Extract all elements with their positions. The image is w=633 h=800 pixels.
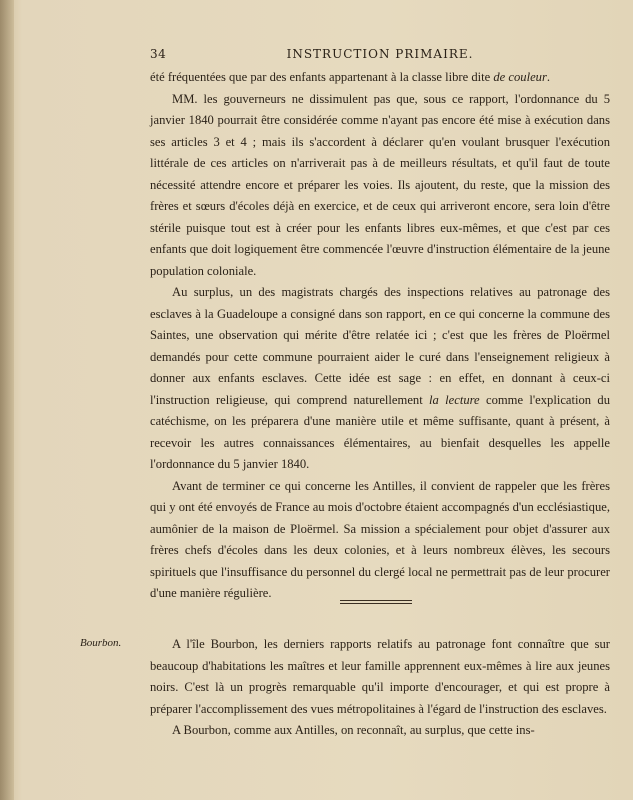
paragraph-3 — [150, 282, 610, 476]
paragraph-1-suffix: . — [546, 70, 551, 84]
bourbon-section — [150, 634, 610, 742]
paragraph-4: Avant de terminer ce qui concerne les Antilles, il convient de rappeler que les frères qui y ont été envoyés de France au mois d'octobre étaient accompagnés d'un ecclésiastique, aumônier de la maison de Ploërmel. Sa mission a spécialement pour objet d'assurer aux frères chefs d'écoles dans les deux colonies, et à leurs nombreux élèves, les secours spirituels que l'insuffisance du personnel du clergé local ne permettrait pas de leur procurer d'une manière régulière. — [150, 478, 610, 600]
paragraph-1-text: été fréquentées que par des enfants appartenant à la classe libre dite — [150, 70, 494, 84]
bourbon-paragraph-1: A l'île Bourbon, les derniers rapports relatifs au patronage font connaître que sur beaucoup d'habitations les maîtres et leur famille apprennent eux-mêmes à lire aux jeunes noirs. C'est là un progrès remarquable qu'il importe d'encourager, et qui est propre à préparer l'accomplissement des vues métropolitaines à l'égard de l'instruction des esclaves. — [150, 637, 610, 716]
page-gutter — [0, 0, 14, 800]
main-text — [150, 67, 610, 605]
page-number: 34 — [150, 47, 167, 61]
paragraph-3-italic: la lecture — [429, 392, 480, 407]
paragraph-1 — [150, 67, 610, 89]
paragraph-1-italic: de couleur — [493, 70, 547, 84]
paragraph-2: MM. les gouverneurs ne dissimulent pas que, sous ce rapport, l'ordonnance du 5 janvier 1840 pourrait être considérée comme n'ayant pas encore été mise à exécution dans ses articles 3 et 4 ; mais ils s'accordent à déclarer qu'en voulant brusquer l'exécution littérale de ces articles on n'arriverait pas à de meilleurs résultats, et qu'il faut de toute nécessité attendre encore et préparer les voies. Ils ajoutent, du reste, que la mission des frères et sœurs d'écoles déjà en exercice, et de ceux qui arriveront encore, sera loin d'être stérile puisque tout est à créer pour les enfants libres eux-mêmes, et que c'est par ces enfants que doit logiquement être commencée l'œuvre d'instruction élémentaire de la jeune population coloniale. — [150, 91, 610, 278]
bourbon-paragraph-2: A Bourbon, comme aux Antilles, on reconnaît, au surplus, que cette ins- — [172, 723, 535, 737]
running-title: INSTRUCTION PRIMAIRE. — [286, 47, 474, 61]
paragraph-3-text: Au surplus, un des magistrats chargés des inspections relatives au patronage des esclaves à la Guadeloupe a consigné dans son rapport, en ce qui concerne la commune des Saintes, une observation qui mérite d'être relatée ici ; c'est que les frères de Ploërmel demandés pour cette commune pourraient aider le curé dans l'enseignement religieux à donner aux enfants esclaves. Cette idée est sage : en effet, en donnant à ceux-ci l'instruction religieuse, qui comprend naturellement — [150, 285, 610, 407]
section-divider — [340, 600, 412, 604]
margin-note-bourbon: Bourbon. — [80, 637, 122, 649]
paragraph-3-suffix: comme l'explication du catéchisme, on les préparera d'une manière utile et même suffisante, quant à présent, à recevoir les autres connaissances élémentaires, au bienfait desquelles les appelle l'ordonnance du 5 janvier 1840. — [150, 392, 610, 471]
